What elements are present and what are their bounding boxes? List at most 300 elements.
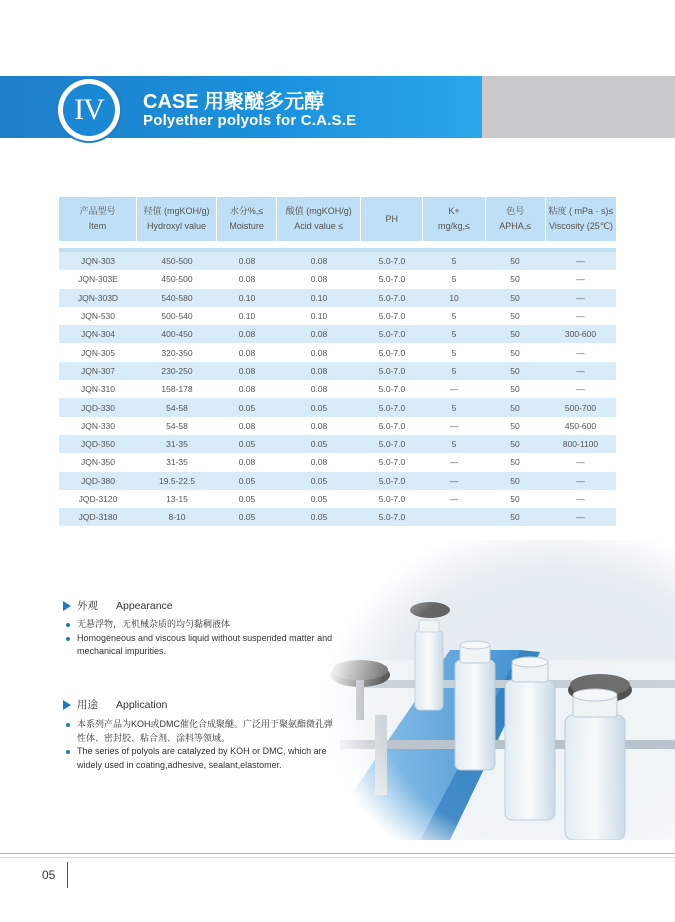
table-cell: [59, 476, 137, 486]
cell-value: 0.08: [238, 256, 256, 267]
cell-value: 54-58: [166, 402, 188, 413]
cell-value: 5: [451, 439, 457, 450]
column-header: [486, 197, 546, 241]
cell-value: 300-600: [564, 329, 597, 340]
table-cell: [361, 274, 423, 284]
list-item: The series of polyols are catalyzed by KOH or DMC, which are widely used in coating,adhesive, sealant,elastomer.: [66, 745, 341, 772]
column-header-cn: 酸值 (mgKOH/g): [285, 206, 352, 216]
cell-value: 0.08: [310, 384, 328, 395]
table-cell: [423, 256, 485, 266]
cell-value: 5.0-7.0: [378, 274, 406, 285]
table-cell: [485, 403, 545, 413]
table-cell: [361, 384, 423, 394]
roman-numeral: IV: [63, 84, 115, 136]
cell-value: JQN-530: [80, 311, 115, 322]
table-cell: [137, 274, 217, 284]
cell-value: —: [576, 457, 585, 468]
cell-value: 500-700: [564, 402, 597, 413]
cell-value: 50: [510, 494, 520, 504]
cell-value: 50: [510, 384, 520, 395]
cell-value: 5.0-7.0: [378, 384, 406, 395]
product-spec-table: [59, 197, 616, 526]
table-cell: [217, 293, 277, 303]
cell-value: 320-350: [161, 347, 193, 358]
table-row: [59, 289, 616, 307]
cell-value: 50: [510, 457, 520, 468]
table-cell: [423, 348, 485, 358]
table-body: [59, 252, 616, 526]
cell-value: 5: [451, 311, 457, 322]
section-title-en: Polyether polyols for C.A.S.E: [143, 112, 357, 129]
table-cell: [137, 421, 217, 431]
cell-value: 0.08: [238, 274, 256, 285]
cell-value: —: [449, 420, 459, 431]
cell-value: 0.08: [310, 347, 328, 358]
cell-value: 0.10: [238, 292, 256, 303]
table-cell: [137, 476, 217, 486]
section-title-cn: CASE 用聚醚多元醇: [143, 91, 325, 113]
table-cell: [423, 439, 485, 449]
column-header-cn: 水分%,≤: [229, 206, 264, 216]
cell-value: 5.0-7.0: [378, 512, 406, 523]
table-row: [59, 362, 616, 380]
cell-value: —: [449, 384, 459, 395]
cell-value: —: [576, 292, 585, 303]
cell-value: 0.08: [238, 457, 256, 468]
cell-value: 0.05: [310, 439, 328, 450]
cell-value: 0.05: [238, 439, 256, 450]
cell-value: 50: [510, 256, 520, 267]
table-cell: [485, 256, 545, 266]
table-cell: [277, 384, 361, 394]
cell-value: 50: [510, 439, 520, 450]
table-cell: [277, 439, 361, 449]
cell-value: 5.0-7.0: [378, 420, 406, 431]
table-cell: [217, 366, 277, 376]
cell-value: —: [576, 365, 585, 376]
table-cell: [361, 403, 423, 413]
cell-value: JQN-305: [80, 347, 115, 358]
table-cell: [423, 476, 485, 486]
cell-value: 450-500: [161, 256, 193, 267]
cell-value: 0.10: [238, 311, 256, 322]
table-cell: [277, 421, 361, 431]
column-header-en: mg/kg,≤: [438, 221, 470, 231]
table-cell: [217, 329, 277, 339]
table-cell: [423, 329, 485, 339]
cell-value: 5.0-7.0: [378, 311, 406, 322]
cell-value: 5: [451, 347, 457, 358]
table-cell: [485, 274, 545, 284]
cell-value: 0.08: [310, 329, 328, 340]
cell-value: 0.05: [238, 512, 256, 523]
arrow-right-icon: [63, 601, 71, 611]
table-cell: [137, 403, 217, 413]
table-cell: [545, 494, 616, 504]
column-header: [423, 197, 485, 241]
cell-value: 10: [449, 292, 459, 303]
table-cell: [137, 348, 217, 358]
table-row: [59, 472, 616, 490]
table-cell: [277, 274, 361, 284]
table-cell: [137, 329, 217, 339]
cell-value: 0.10: [310, 292, 328, 303]
column-header-en: Hydroxyl value: [147, 221, 207, 231]
cell-value: JQN-307: [80, 365, 115, 376]
table-cell: [59, 403, 137, 413]
cell-value: 0.08: [310, 365, 328, 376]
cell-value: 50: [510, 347, 520, 358]
cell-value: —: [576, 311, 585, 322]
cell-value: 0.08: [238, 347, 256, 358]
cell-value: JQD-350: [80, 439, 115, 450]
cell-value: 158-178: [161, 384, 193, 395]
table-cell: [59, 329, 137, 339]
cell-value: 5.0-7.0: [378, 402, 406, 413]
cell-value: —: [576, 494, 585, 504]
table-cell: [217, 512, 277, 522]
table-cell: [545, 384, 616, 394]
table-cell: [277, 293, 361, 303]
table-cell: [217, 274, 277, 284]
table-cell: [545, 366, 616, 376]
cell-value: JQN-330: [80, 420, 115, 431]
table-cell: [485, 457, 545, 467]
table-cell: [361, 348, 423, 358]
cell-value: 0.08: [310, 274, 328, 285]
cell-value: 500-540: [161, 311, 193, 322]
table-cell: [361, 293, 423, 303]
table-cell: [217, 403, 277, 413]
cell-value: —: [576, 512, 585, 523]
cell-value: 5.0-7.0: [378, 494, 406, 504]
column-header-cn: 粘度 ( mPa · s)≤: [548, 206, 614, 216]
cell-value: 540-580: [161, 292, 193, 303]
cell-value: 5: [451, 365, 457, 376]
table-cell: [59, 421, 137, 431]
vials-conveyor-photo: [300, 540, 675, 840]
table-cell: [361, 421, 423, 431]
column-header-en: Viscosity (25℃): [548, 221, 613, 231]
cell-value: 0.08: [238, 329, 256, 340]
table-cell: [59, 274, 137, 284]
cell-value: 5.0-7.0: [378, 475, 406, 486]
table-cell: [137, 494, 217, 504]
table-cell: [485, 329, 545, 339]
cell-value: JQN-303D: [77, 292, 119, 303]
table-cell: [277, 366, 361, 376]
cell-value: 50: [510, 274, 520, 285]
table-cell: [485, 348, 545, 358]
table-cell: [137, 293, 217, 303]
appearance-list: [66, 618, 346, 659]
table-cell: [485, 476, 545, 486]
column-header: [277, 197, 361, 241]
cell-value: 50: [510, 402, 520, 413]
table-cell: [59, 311, 137, 321]
cell-value: 0.05: [310, 475, 328, 486]
table-cell: [217, 384, 277, 394]
cell-value: 19.5-22.5: [159, 475, 195, 486]
cell-value: 50: [510, 475, 520, 486]
cell-value: 800-1100: [562, 439, 599, 450]
table-cell: [137, 366, 217, 376]
table-row: [59, 343, 616, 361]
table-cell: [217, 256, 277, 266]
table-cell: [361, 512, 423, 522]
column-header-en: APHA,≤: [499, 221, 532, 231]
column-header-en: PH: [385, 213, 399, 224]
cell-value: 5: [451, 274, 457, 285]
table-cell: [217, 421, 277, 431]
cell-value: 5.0-7.0: [378, 292, 406, 303]
cell-value: 400-450: [161, 329, 193, 340]
cell-value: 0.08: [310, 256, 328, 267]
cell-value: —: [576, 274, 585, 285]
table-cell: [485, 439, 545, 449]
table-cell: [423, 366, 485, 376]
cell-value: JQD-3180: [78, 512, 118, 523]
header-banner: [0, 76, 675, 138]
table-cell: [277, 476, 361, 486]
table-cell: [59, 348, 137, 358]
table-row: [59, 307, 616, 325]
table-cell: [361, 311, 423, 321]
list-item: Homogeneous and viscous liquid without suspended matter and mechanical impurities.: [66, 632, 346, 659]
column-header-cn: K+: [448, 206, 460, 216]
table-row: [59, 453, 616, 471]
table-cell: [217, 439, 277, 449]
table-row: [59, 380, 616, 398]
table-cell: [423, 311, 485, 321]
cell-value: 50: [510, 329, 520, 340]
banner-gray-band: [482, 76, 675, 138]
table-cell: [545, 293, 616, 303]
column-header-en: Moisture: [229, 221, 264, 231]
cell-value: JQD-3120: [78, 494, 118, 504]
cell-value: —: [449, 475, 459, 486]
cell-value: 0.05: [310, 512, 328, 523]
table-cell: [59, 439, 137, 449]
table-cell: [423, 384, 485, 394]
cell-value: JQD-330: [80, 402, 115, 413]
table-cell: [277, 403, 361, 413]
cell-value: 5.0-7.0: [378, 329, 406, 340]
table-cell: [485, 311, 545, 321]
page-number: 05: [42, 868, 56, 882]
table-cell: [137, 311, 217, 321]
cell-value: 5.0-7.0: [378, 347, 406, 358]
table-cell: [545, 512, 616, 522]
table-row: [59, 270, 616, 288]
table-cell: [59, 384, 137, 394]
cell-value: 54-58: [166, 420, 188, 431]
cell-value: 5.0-7.0: [378, 457, 406, 468]
cell-value: 0.08: [238, 365, 256, 376]
application-heading: [63, 697, 167, 712]
table-cell: [59, 457, 137, 467]
cell-value: —: [449, 457, 459, 468]
table-row: [59, 252, 616, 270]
table-cell: [217, 476, 277, 486]
table-cell: [277, 311, 361, 321]
cell-value: 5: [451, 256, 457, 267]
table-cell: [485, 512, 545, 522]
cell-value: —: [576, 256, 585, 267]
page-number-divider: [67, 862, 68, 888]
table-cell: [277, 494, 361, 504]
table-cell: [217, 457, 277, 467]
table-cell: [545, 439, 616, 449]
cell-value: 13-15: [166, 494, 188, 504]
table-cell: [485, 421, 545, 431]
cell-value: 0.05: [310, 402, 328, 413]
cell-value: 50: [510, 292, 520, 303]
column-header-en: Acid value ≤: [294, 221, 344, 231]
list-item: 本系列产品为KOH或DMC催化合成聚醚。广泛用于聚氨酯微孔弹性体、密封胶、粘合剂、涂料等领域。: [66, 718, 341, 745]
table-row: [59, 508, 616, 526]
cell-value: JQN-303E: [78, 274, 118, 285]
column-header: [361, 197, 423, 241]
table-row: [59, 490, 616, 508]
column-header: [217, 197, 277, 241]
cell-value: JQD-380: [80, 475, 115, 486]
cell-value: 50: [510, 420, 520, 431]
table-cell: [545, 329, 616, 339]
arrow-right-icon: [63, 700, 71, 710]
table-row: [59, 398, 616, 416]
table-cell: [485, 494, 545, 504]
cell-value: 31-35: [166, 439, 188, 450]
footer-rule: [0, 853, 675, 854]
table-cell: [545, 476, 616, 486]
table-cell: [545, 311, 616, 321]
cell-value: JQN-350: [80, 457, 115, 468]
section-number-badge: [58, 79, 120, 141]
vials-illustration: [300, 540, 675, 840]
cell-value: —: [576, 384, 585, 395]
cell-value: 5.0-7.0: [378, 256, 406, 267]
table-cell: [423, 274, 485, 284]
table-cell: [59, 366, 137, 376]
cell-value: 0.08: [238, 420, 256, 431]
cell-value: 5.0-7.0: [378, 365, 406, 376]
cell-value: —: [449, 494, 459, 504]
table-cell: [277, 256, 361, 266]
table-cell: [277, 457, 361, 467]
table-cell: [137, 256, 217, 266]
table-cell: [423, 293, 485, 303]
table-cell: [217, 348, 277, 358]
table-cell: [545, 256, 616, 266]
cell-value: 8-10: [168, 512, 186, 523]
cell-value: JQN-310: [80, 384, 115, 395]
table-cell: [545, 274, 616, 284]
table-cell: [361, 329, 423, 339]
application-heading-cn: 用途: [77, 699, 98, 711]
table-cell: [485, 366, 545, 376]
cell-value: 5: [451, 402, 457, 413]
table-cell: [277, 348, 361, 358]
appearance-heading: [63, 598, 173, 613]
table-cell: [59, 494, 137, 504]
table-header: [59, 197, 616, 242]
table-cell: [361, 476, 423, 486]
cell-value: 0.05: [310, 494, 328, 504]
table-cell: [361, 457, 423, 467]
table-cell: [59, 512, 137, 522]
table-row: [59, 417, 616, 435]
table-cell: [545, 457, 616, 467]
table-cell: [361, 256, 423, 266]
cell-value: 31-35: [166, 457, 188, 468]
cell-value: 0.10: [310, 311, 328, 322]
footer-rule: [0, 857, 675, 858]
table-cell: [137, 384, 217, 394]
appearance-heading-cn: 外观: [77, 600, 98, 612]
table-cell: [423, 457, 485, 467]
cell-value: 5.0-7.0: [378, 439, 406, 450]
cell-value: 0.08: [310, 420, 328, 431]
table-cell: [545, 348, 616, 358]
column-header: [137, 197, 217, 241]
table-cell: [361, 494, 423, 504]
table-cell: [137, 457, 217, 467]
table-cell: [361, 366, 423, 376]
cell-value: 0.08: [310, 457, 328, 468]
cell-value: 0.05: [238, 494, 256, 504]
column-header-cn: 色号: [506, 206, 525, 216]
column-header: [546, 197, 616, 241]
cell-value: 0.05: [238, 475, 256, 486]
cell-value: 450-600: [564, 420, 597, 431]
cell-value: 0.05: [238, 402, 256, 413]
table-cell: [545, 421, 616, 431]
table-row: [59, 325, 616, 343]
application-heading-en: Application: [116, 698, 168, 711]
table-cell: [485, 293, 545, 303]
column-header-en: Item: [88, 221, 107, 231]
cell-value: —: [576, 475, 585, 486]
list-item: 无悬浮物，无机械杂质的均匀黏稠液体: [66, 618, 346, 632]
cell-value: 50: [510, 311, 520, 322]
application-list: [66, 718, 341, 772]
cell-value: 50: [510, 365, 520, 376]
cell-value: 450-500: [161, 274, 193, 285]
table-row: [59, 435, 616, 453]
table-cell: [277, 329, 361, 339]
table-cell: [277, 512, 361, 522]
column-header-cn: 产品型号: [79, 206, 116, 216]
cell-value: JQN-303: [80, 256, 115, 267]
table-cell: [423, 494, 485, 504]
table-cell: [423, 421, 485, 431]
cell-value: 0.08: [238, 384, 256, 395]
column-header: [59, 197, 137, 241]
appearance-heading-en: Appearance: [116, 599, 173, 612]
table-cell: [545, 403, 616, 413]
table-cell: [423, 403, 485, 413]
table-cell: [361, 439, 423, 449]
cell-value: JQN-304: [80, 329, 115, 340]
cell-value: 5: [451, 329, 457, 340]
table-cell: [59, 293, 137, 303]
table-cell: [59, 256, 137, 266]
table-cell: [217, 311, 277, 321]
table-cell: [485, 384, 545, 394]
column-header-cn: 羟值 (mgKOH/g): [143, 206, 210, 216]
cell-value: 50: [510, 512, 520, 523]
